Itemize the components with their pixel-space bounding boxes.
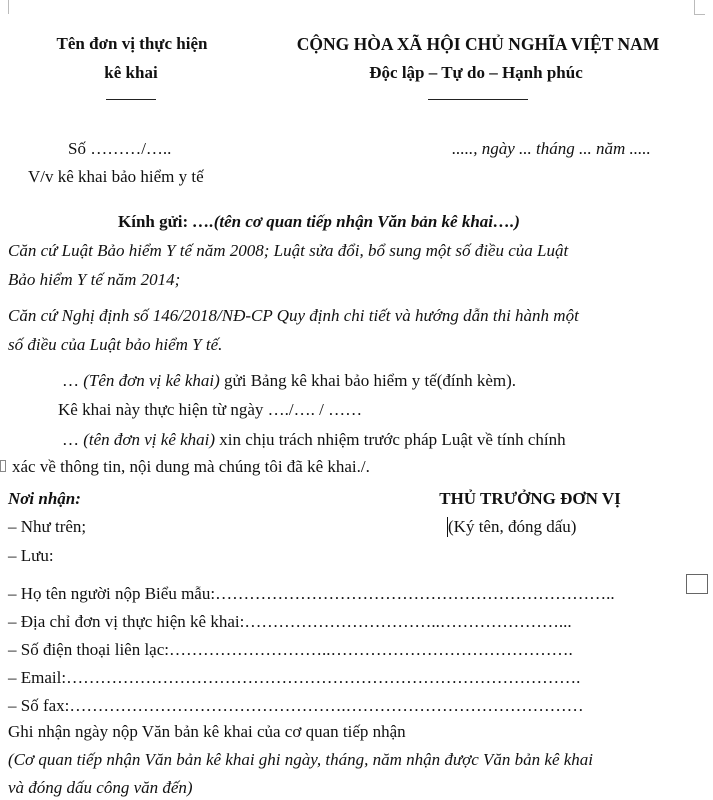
addressee-label: Kính gửi:: [118, 212, 189, 231]
document-number: Số ………/…..: [68, 139, 172, 158]
paragraph-marker: [0, 460, 6, 472]
unit-name-line1: Tên đơn vị thực hiện: [56, 34, 208, 53]
body-line4: xác về thông tin, nội dung mà chúng tôi đã kê khai./.: [12, 457, 370, 476]
addressee-value: ….(tên cơ quan tiếp nhận Văn bản kê khai….): [192, 212, 520, 231]
basis-decree-line1: Căn cứ Nghị định số 146/2018/NĐ-CP Quy định chi tiết và hướng dẫn thi hành một: [8, 306, 579, 325]
signature-title: THỦ TRƯỞNG ĐƠN VỊ: [439, 489, 621, 508]
page-corner-top-left: [8, 0, 9, 14]
unit-name-line2: kê khai: [104, 63, 158, 82]
body-line2: Kê khai này thực hiện từ ngày …./…. / ……: [58, 400, 363, 419]
document-subject: V/v kê khai bảo hiểm y tế: [28, 167, 204, 186]
checkbox[interactable]: [686, 574, 708, 594]
national-motto: Độc lập – Tự do – Hạnh phúc: [369, 63, 583, 82]
document-date: ....., ngày ... tháng ... năm .....: [452, 139, 651, 158]
right-divider: [428, 99, 528, 100]
body-line1: … (Tên đơn vị kê khai) gửi Bảng kê khai bảo hiểm y tế(đính kèm).: [62, 371, 517, 390]
left-divider: [106, 99, 156, 100]
unit-placeholder-2: (tên đơn vị kê khai): [83, 430, 216, 449]
body-line3: … (tên đơn vị kê khai) xin chịu trách nhiệm trước pháp Luật về tính chính: [62, 430, 566, 449]
receipt-instruction-line2: và đóng dấu công văn đến): [8, 778, 193, 797]
unit-placeholder: (Tên đơn vị kê khai): [83, 371, 220, 390]
basis-law-line2: Bảo hiểm Y tế năm 2014;: [8, 270, 181, 289]
recipient-item-1: – Như trên;: [8, 517, 87, 536]
field-email: – Email:……………………………………………………………………………….: [8, 668, 581, 687]
signature-note: (Ký tên, đóng dấu): [448, 517, 577, 536]
basis-law-line1: Căn cứ Luật Bảo hiểm Y tế năm 2008; Luật sửa đổi, bổ sung một số điều của Luật: [8, 241, 569, 260]
addressee: [118, 212, 520, 232]
field-submitter-name: – Họ tên người nộp Biểu mẫu:……………………………………………………………..: [8, 584, 615, 603]
basis-decree-line2: số điều của Luật bảo hiểm Y tế.: [8, 335, 223, 354]
receipt-instruction-line1: (Cơ quan tiếp nhận Văn bản kê khai ghi ngày, tháng, năm nhận được Văn bản kê khai: [8, 750, 594, 769]
receipt-note: Ghi nhận ngày nộp Văn bản kê khai của cơ quan tiếp nhận: [8, 722, 406, 741]
national-title: CỘNG HÒA XÃ HỘI CHỦ NGHĨA VIỆT NAM: [296, 34, 660, 54]
field-fax: – Số fax:………………………………………….……………………………………: [8, 696, 584, 715]
recipients-title: Nơi nhận:: [8, 489, 81, 508]
field-unit-address: – Địa chỉ đơn vị thực hiện kê khai:……………………………..…………………...: [8, 612, 572, 631]
page-corner-top-right: [694, 0, 705, 15]
recipient-item-2: – Lưu:: [8, 546, 54, 565]
field-phone: – Số điện thoại liên lạc:………………………..…………………………………….: [8, 640, 573, 659]
